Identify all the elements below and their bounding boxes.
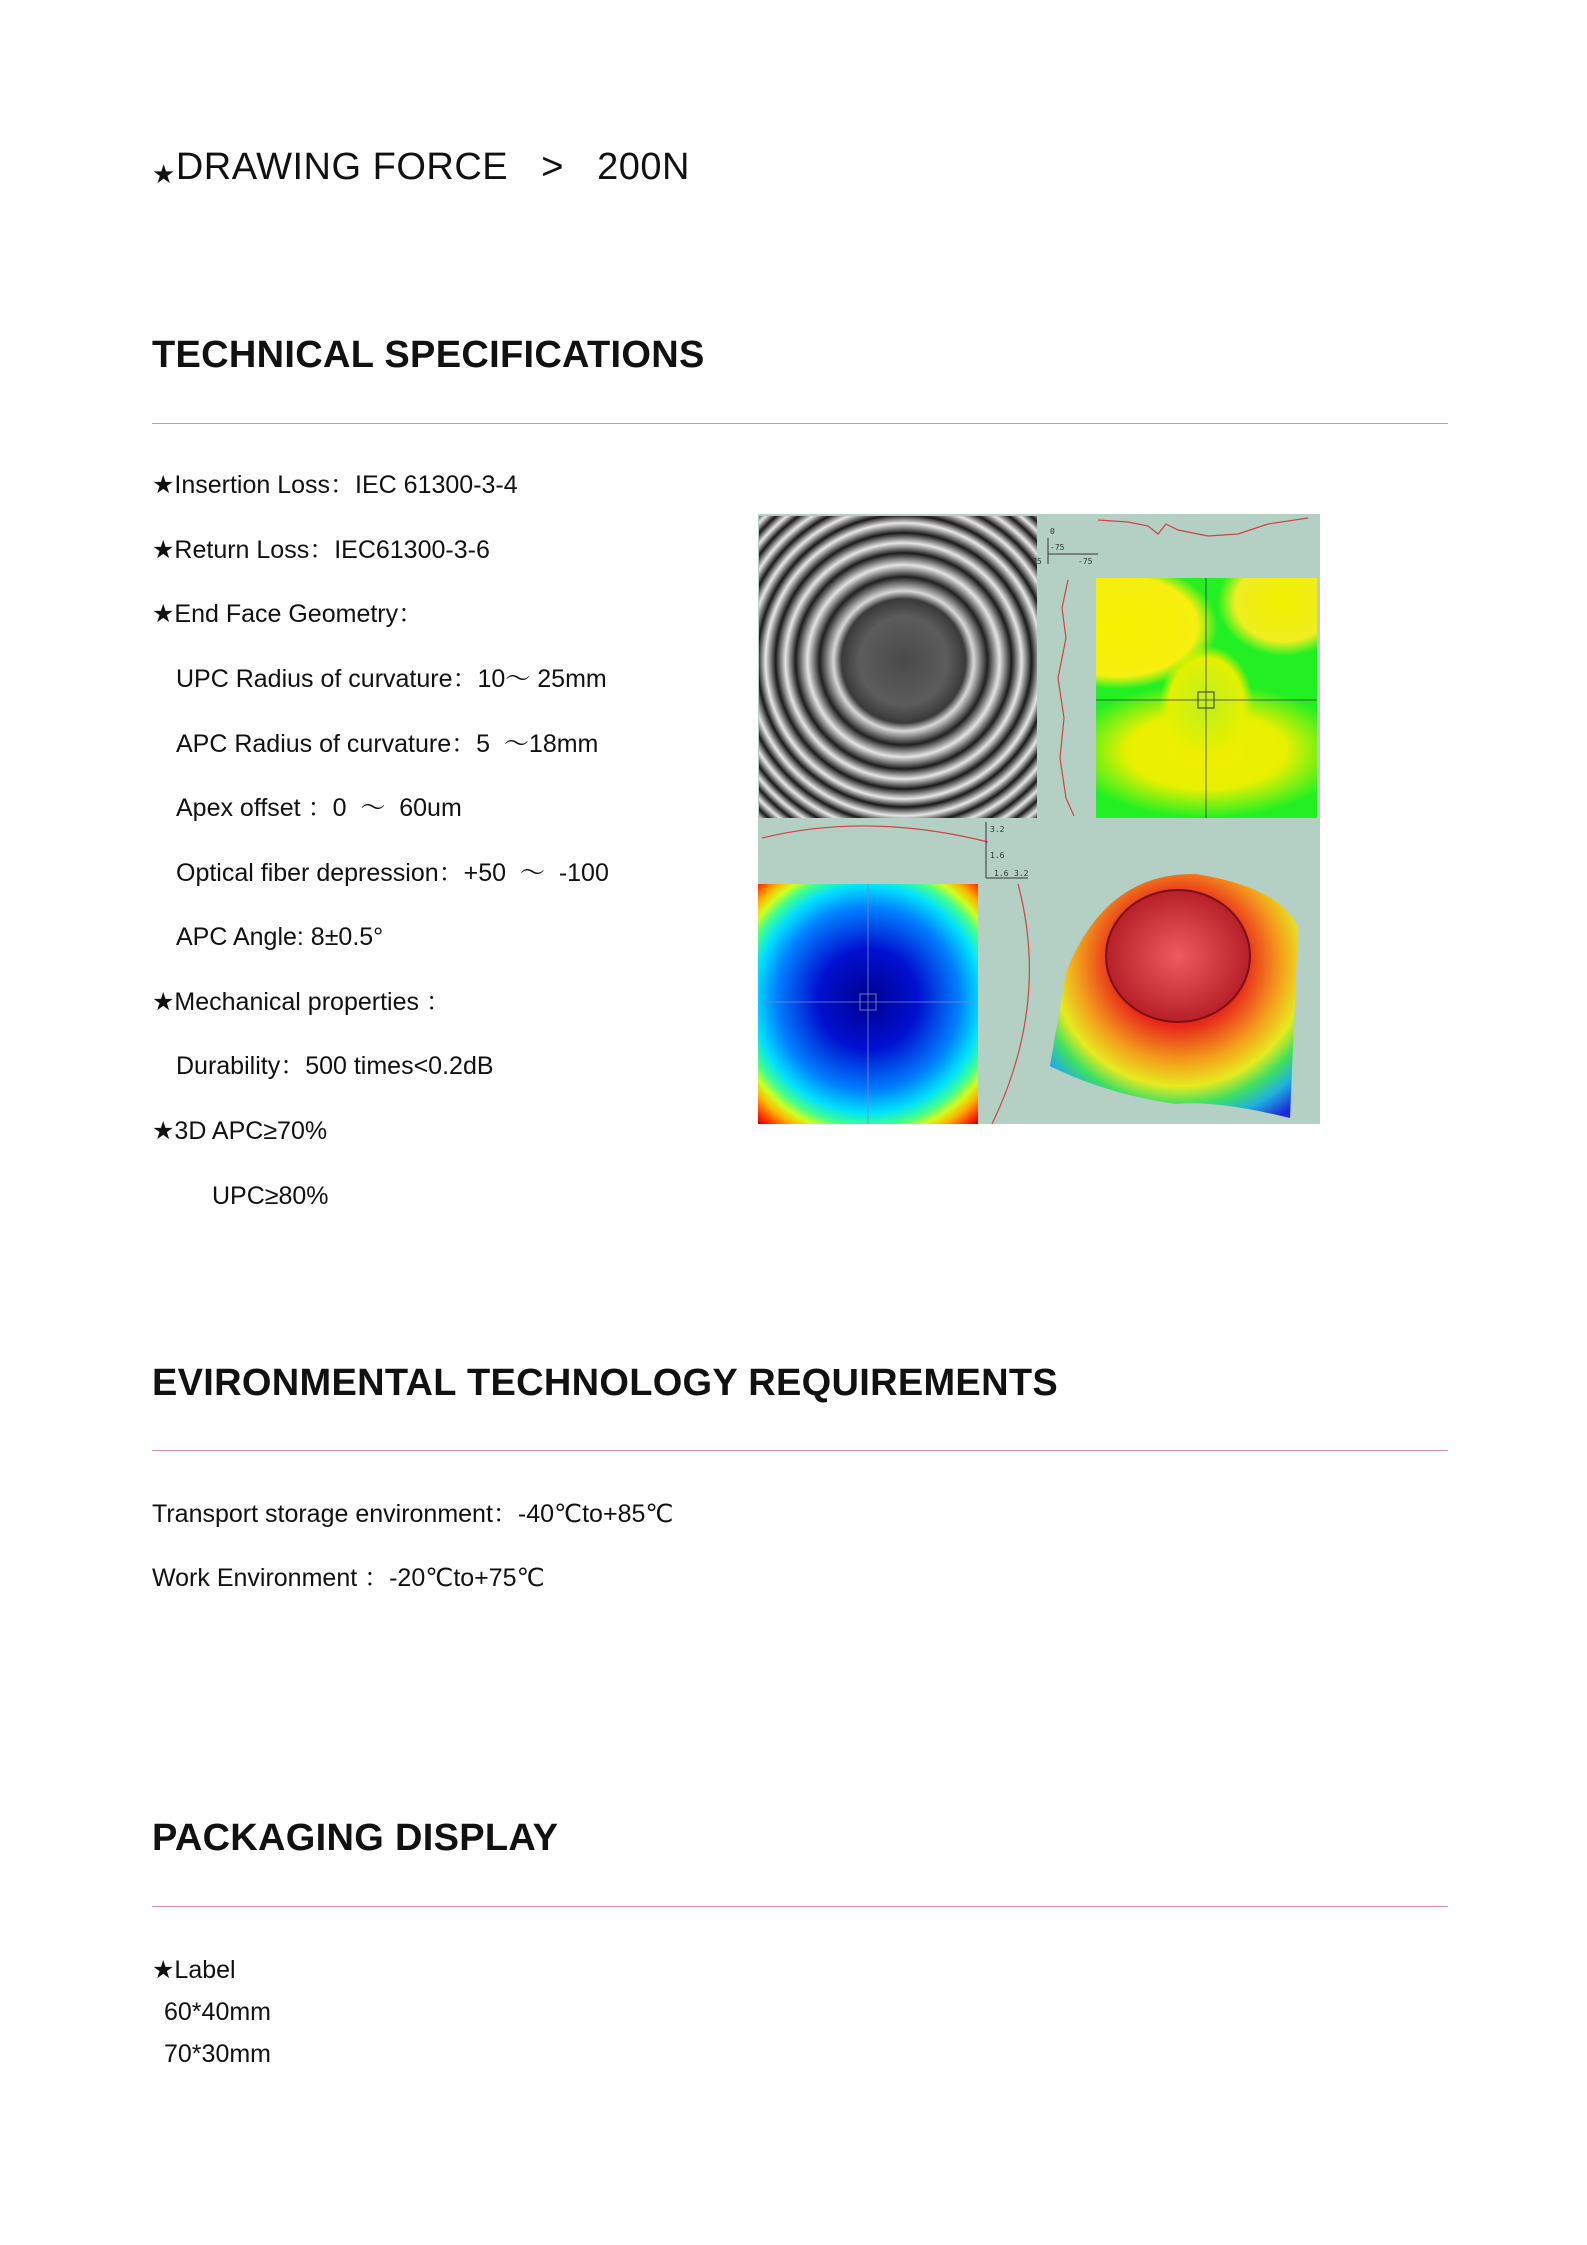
spec-return-loss: ★Return Loss：IEC61300-3-6: [152, 536, 490, 564]
env-transport-storage: Transport storage environment：-40℃to+85℃: [152, 1500, 674, 1528]
axis-label: 1.6: [994, 869, 1009, 878]
spec-apc-radius: APC Radius of curvature：5 ～18mm: [176, 730, 599, 758]
star-icon: ★: [152, 159, 176, 189]
technical-specifications-heading: TECHNICAL SPECIFICATIONS: [152, 334, 705, 376]
spec-end-face-geometry: ★End Face Geometry：: [152, 600, 424, 628]
drawing-force-text: DRAWING FORCE > 200N: [175, 146, 690, 188]
spec-apc-angle: APC Angle: 8±0.5°: [176, 923, 384, 951]
drawing-force-line: [152, 146, 690, 189]
axis-label: 3.2: [1014, 869, 1029, 878]
axis-label: 1.6: [990, 851, 1005, 860]
side-profile-plot: [1038, 578, 1096, 818]
top-profile-plot: [1032, 514, 1320, 578]
packaging-size: 60*40mm: [164, 1998, 271, 2026]
spec-upc-radius: UPC Radius of curvature：10～ 25mm: [176, 665, 607, 693]
section-divider: [152, 1450, 1448, 1451]
fringe-pattern-image: [759, 516, 1037, 818]
spec-durability: Durability：500 times<0.2dB: [176, 1052, 494, 1080]
end-face-interferometry-figure: [758, 514, 1320, 1124]
axis-label: 0: [1050, 527, 1055, 536]
packaging-heading: PACKAGING DISPLAY: [152, 1817, 559, 1859]
spec-apex-offset: Apex offset ：0 ～ 60um: [176, 794, 462, 822]
axis-label: -75: [1050, 543, 1065, 552]
bottom-profile-plot: [758, 818, 1048, 884]
side-profile-plot-2: [978, 884, 1048, 1124]
spec-mechanical-properties: ★Mechanical properties ：: [152, 988, 451, 1016]
section-divider: [152, 423, 1448, 424]
spec-upc: UPC≥80%: [212, 1182, 329, 1210]
3d-surface-render: [1046, 868, 1302, 1124]
axis-label: 3.2: [990, 825, 1005, 834]
height-map-blue: [758, 884, 978, 1124]
spec-3d-apc: ★3D APC≥70%: [152, 1117, 328, 1145]
spec-insertion-loss: ★Insertion Loss：IEC 61300-3-4: [152, 471, 518, 499]
axis-label: -75: [1078, 557, 1093, 566]
section-divider: [152, 1906, 1448, 1907]
spec-fiber-depression: Optical fiber depression：+50 ～ -100: [176, 859, 609, 887]
env-work-environment: Work Environment ：-20℃to+75℃: [152, 1564, 545, 1592]
height-map-green: [1096, 578, 1317, 818]
packaging-size: 70*30mm: [164, 2040, 271, 2068]
axis-label: 75: [1032, 557, 1042, 566]
packaging-label: ★Label: [152, 1956, 236, 1984]
environmental-heading: EVIRONMENTAL TECHNOLOGY REQUIREMENTS: [152, 1362, 1058, 1404]
